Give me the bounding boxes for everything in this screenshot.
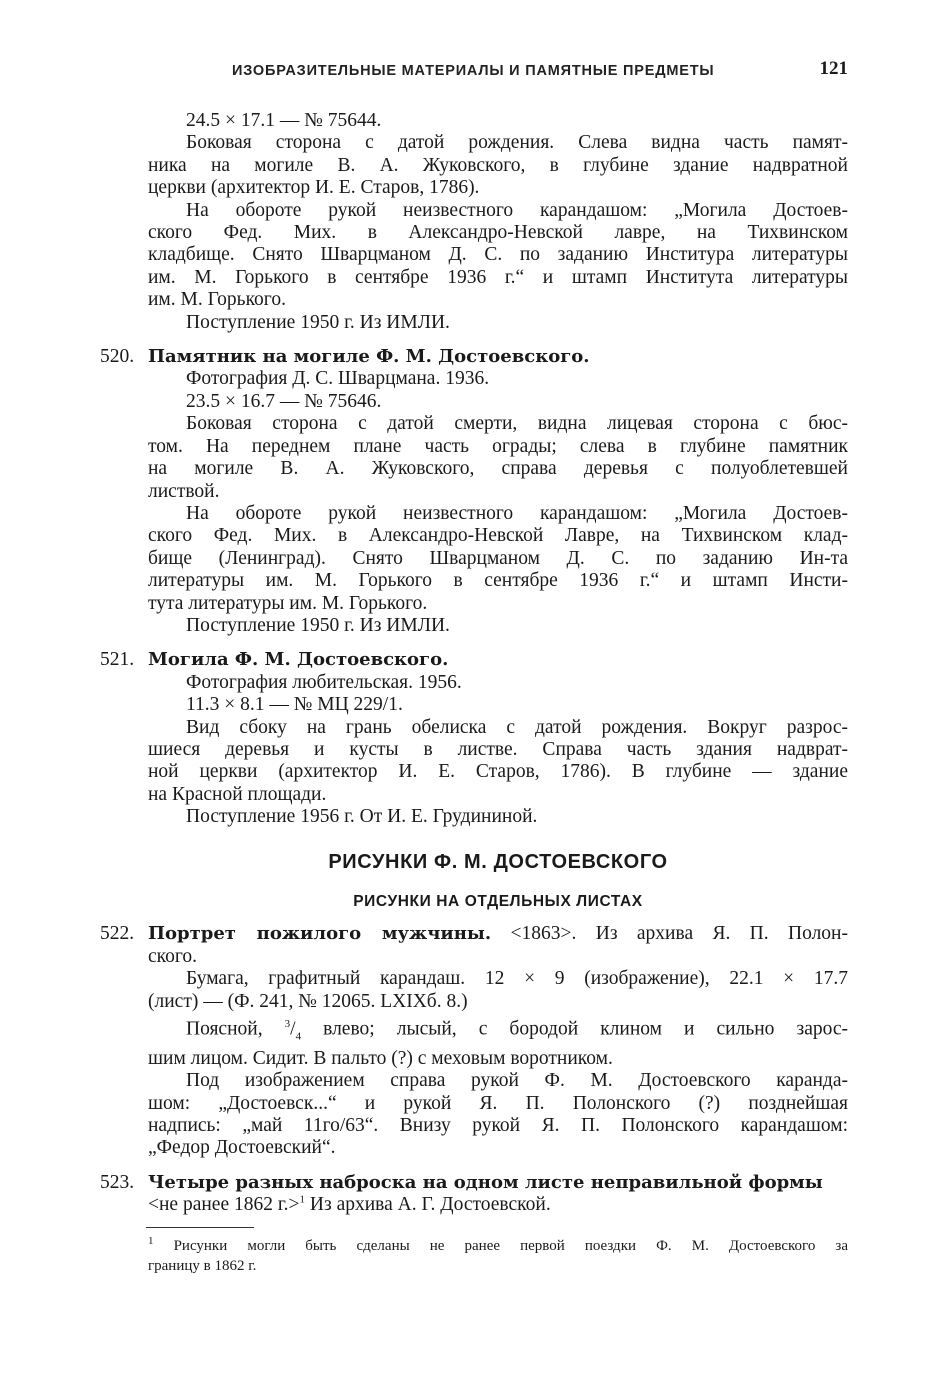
pose-line: шим лицом. Сидит. В пальто (?) с меховым воротником. — [148, 1047, 613, 1069]
running-head — [150, 58, 848, 82]
section-heading: РИСУНКИ Ф. М. ДОСТОЕВСКОГО — [328, 850, 668, 873]
acquisition: Поступление 1950 г. Из ИМЛИ. — [186, 311, 450, 333]
page-number: 121 — [819, 58, 848, 79]
desc-line: шиеся деревья и кусты в листве. Справа часть здания надврат- — [148, 738, 848, 760]
reverse-line: кладбище. Снято Шварцманом Д. С. по заданию Институра литературы — [148, 244, 848, 266]
entry-number: 521. — [100, 649, 135, 671]
acquisition: Поступление 1956 г. От И. Е. Грудининой. — [186, 806, 538, 828]
footnote-text: границу в 1862 г. — [148, 1257, 257, 1274]
fraction-numerator: 3 — [284, 1018, 291, 1031]
entry-title: Могила Ф. М. Достоевского. — [148, 649, 449, 671]
entry-number: 522. — [100, 923, 135, 945]
reverse-line: На обороте рукой неизвестного карандашом: „Могила Достоев- — [186, 502, 848, 524]
reverse-line: им. М. Горького. — [148, 289, 286, 311]
material-line: (лист) — (Ф. 241, № 12065. LXIXб. 8.) — [148, 990, 468, 1012]
acquisition: Поступление 1950 г. Из ИМЛИ. — [186, 614, 450, 636]
desc-line: на могиле В. А. Жуковского, справа деревья с полуоблетевшей — [148, 458, 848, 480]
footnote — [100, 1236, 848, 1276]
desc-line: Боковая сторона с датой рождения. Слева видна часть памят- — [186, 132, 848, 154]
desc-line: на Красной площади. — [148, 783, 327, 805]
entry-521 — [100, 649, 848, 828]
photo-credit: Фотография любительская. 1956. — [186, 671, 462, 693]
desc-line: церкви (архитектор И. Е. Старов, 1786). — [148, 177, 480, 199]
entry-520 — [100, 346, 848, 637]
reverse-line: ского Фед. Мих. в Александро-Невской лавре, на Тихвинском — [148, 222, 848, 244]
footnote-ref: 1 — [299, 1193, 306, 1206]
reverse-line: бище (Ленинград). Снято Шварцманом Д. С. по заданию Ин-та — [148, 547, 848, 569]
footnote-rule — [146, 1227, 254, 1236]
entry-number: 520. — [100, 346, 135, 368]
footnote-marker: 1 — [148, 1234, 154, 1247]
fraction-denominator: 4 — [295, 1030, 302, 1043]
entry-title: Памятник на могиле Ф. М. Достоевского. — [148, 346, 590, 368]
desc-line: ной церкви (архитектор И. Е. Старов, 1786). В глубине — здание — [148, 761, 848, 783]
measurement: 23.5 × 16.7 — № 75646. — [186, 390, 382, 412]
archive-note: Из архива А. Г. Достоевской. — [305, 1194, 551, 1216]
page-body — [100, 110, 848, 1276]
entry-title: Портрет пожилого мужчины. — [148, 923, 492, 945]
measurement: 11.3 × 8.1 — № МЦ 229/1. — [186, 694, 403, 716]
subsection-heading: РИСУНКИ НА ОТДЕЛЬНЫХ ЛИСТАХ — [353, 893, 643, 910]
reverse-line: На обороте рукой неизвестного карандашом: „Могила Достоев- — [186, 199, 848, 221]
running-title: ИЗОБРАЗИТЕЛЬНЫЕ МАТЕРИАЛЫ И ПАМЯТНЫЕ ПРЕДМЕТЫ — [232, 63, 715, 79]
desc-line: листвой. — [148, 480, 220, 502]
date-note: <не ранее 1862 г.> — [148, 1194, 300, 1216]
photo-credit: Фотография Д. С. Шварцмана. 1936. — [186, 368, 490, 390]
desc-line: Вид сбоку на грань обелиска с датой рождения. Вокруг разрос- — [186, 716, 848, 738]
entry-title-cont: ского. — [148, 945, 198, 967]
inscription-line: Под изображением справа рукой Ф. М. Достоевского каранда- — [186, 1070, 848, 1092]
pose-line: Поясной, $^3/_4$ влево; лысый, с бородой клином и сильно зарос- — [186, 1018, 848, 1043]
entry-title: Четыре разных наброска на одном листе неправильной формы — [148, 1171, 823, 1193]
reverse-line: им. М. Горького в сентябре 1936 г.“ и штамп Института литературы — [148, 266, 848, 288]
footnote-text: Рисунки могли быть сделаны не ранее первой поездки Ф. М. Достоевского за — [153, 1237, 848, 1254]
inscription-line: надпись: „май 11го/63“. Внизу рукой Я. П. Полонского карандашом: — [148, 1115, 848, 1137]
desc-line: Боковая сторона с датой смерти, видна лицевая сторона с бюс- — [186, 413, 848, 435]
entry-number: 523. — [100, 1171, 135, 1193]
entry-522 — [100, 923, 848, 1159]
desc-line: том. На переднем плане часть ограды; слева в глубине памятник — [148, 435, 848, 457]
entry-title-rest: <1863>. Из архива Я. П. Полон- — [491, 923, 848, 945]
inscription-line: шом: „Достоевск...“ и рукой Я. П. Полонского (?) позднейшая — [148, 1092, 848, 1114]
entry-523 — [100, 1172, 848, 1217]
pose-text: Поясной, — [186, 1018, 285, 1040]
measurement: 24.5 × 17.1 — № 75644. — [186, 110, 382, 131]
entry-519-tail — [100, 110, 848, 334]
desc-line: ника на могиле В. А. Жуковского, в глубине здание надвратной — [148, 154, 848, 176]
pose-text: влево; лысый, с бородой клином и сильно зарос- — [301, 1018, 848, 1040]
material-line: Бумага, графитный карандаш. 12 × 9 (изображение), 22.1 × 17.7 — [186, 968, 848, 990]
reverse-line: литературы им. М. Горького в сентябре 1936 г.“ и штамп Инсти- — [148, 570, 848, 592]
reverse-line: тута литературы им. М. Горького. — [148, 592, 428, 614]
reverse-line: ского Фед. Мих. в Александро-Невской Лавре, на Тихвинском клад- — [148, 525, 848, 547]
entry-title-cont — [100, 1194, 848, 1216]
inscription-line: „Федор Достоевский“. — [148, 1137, 336, 1159]
